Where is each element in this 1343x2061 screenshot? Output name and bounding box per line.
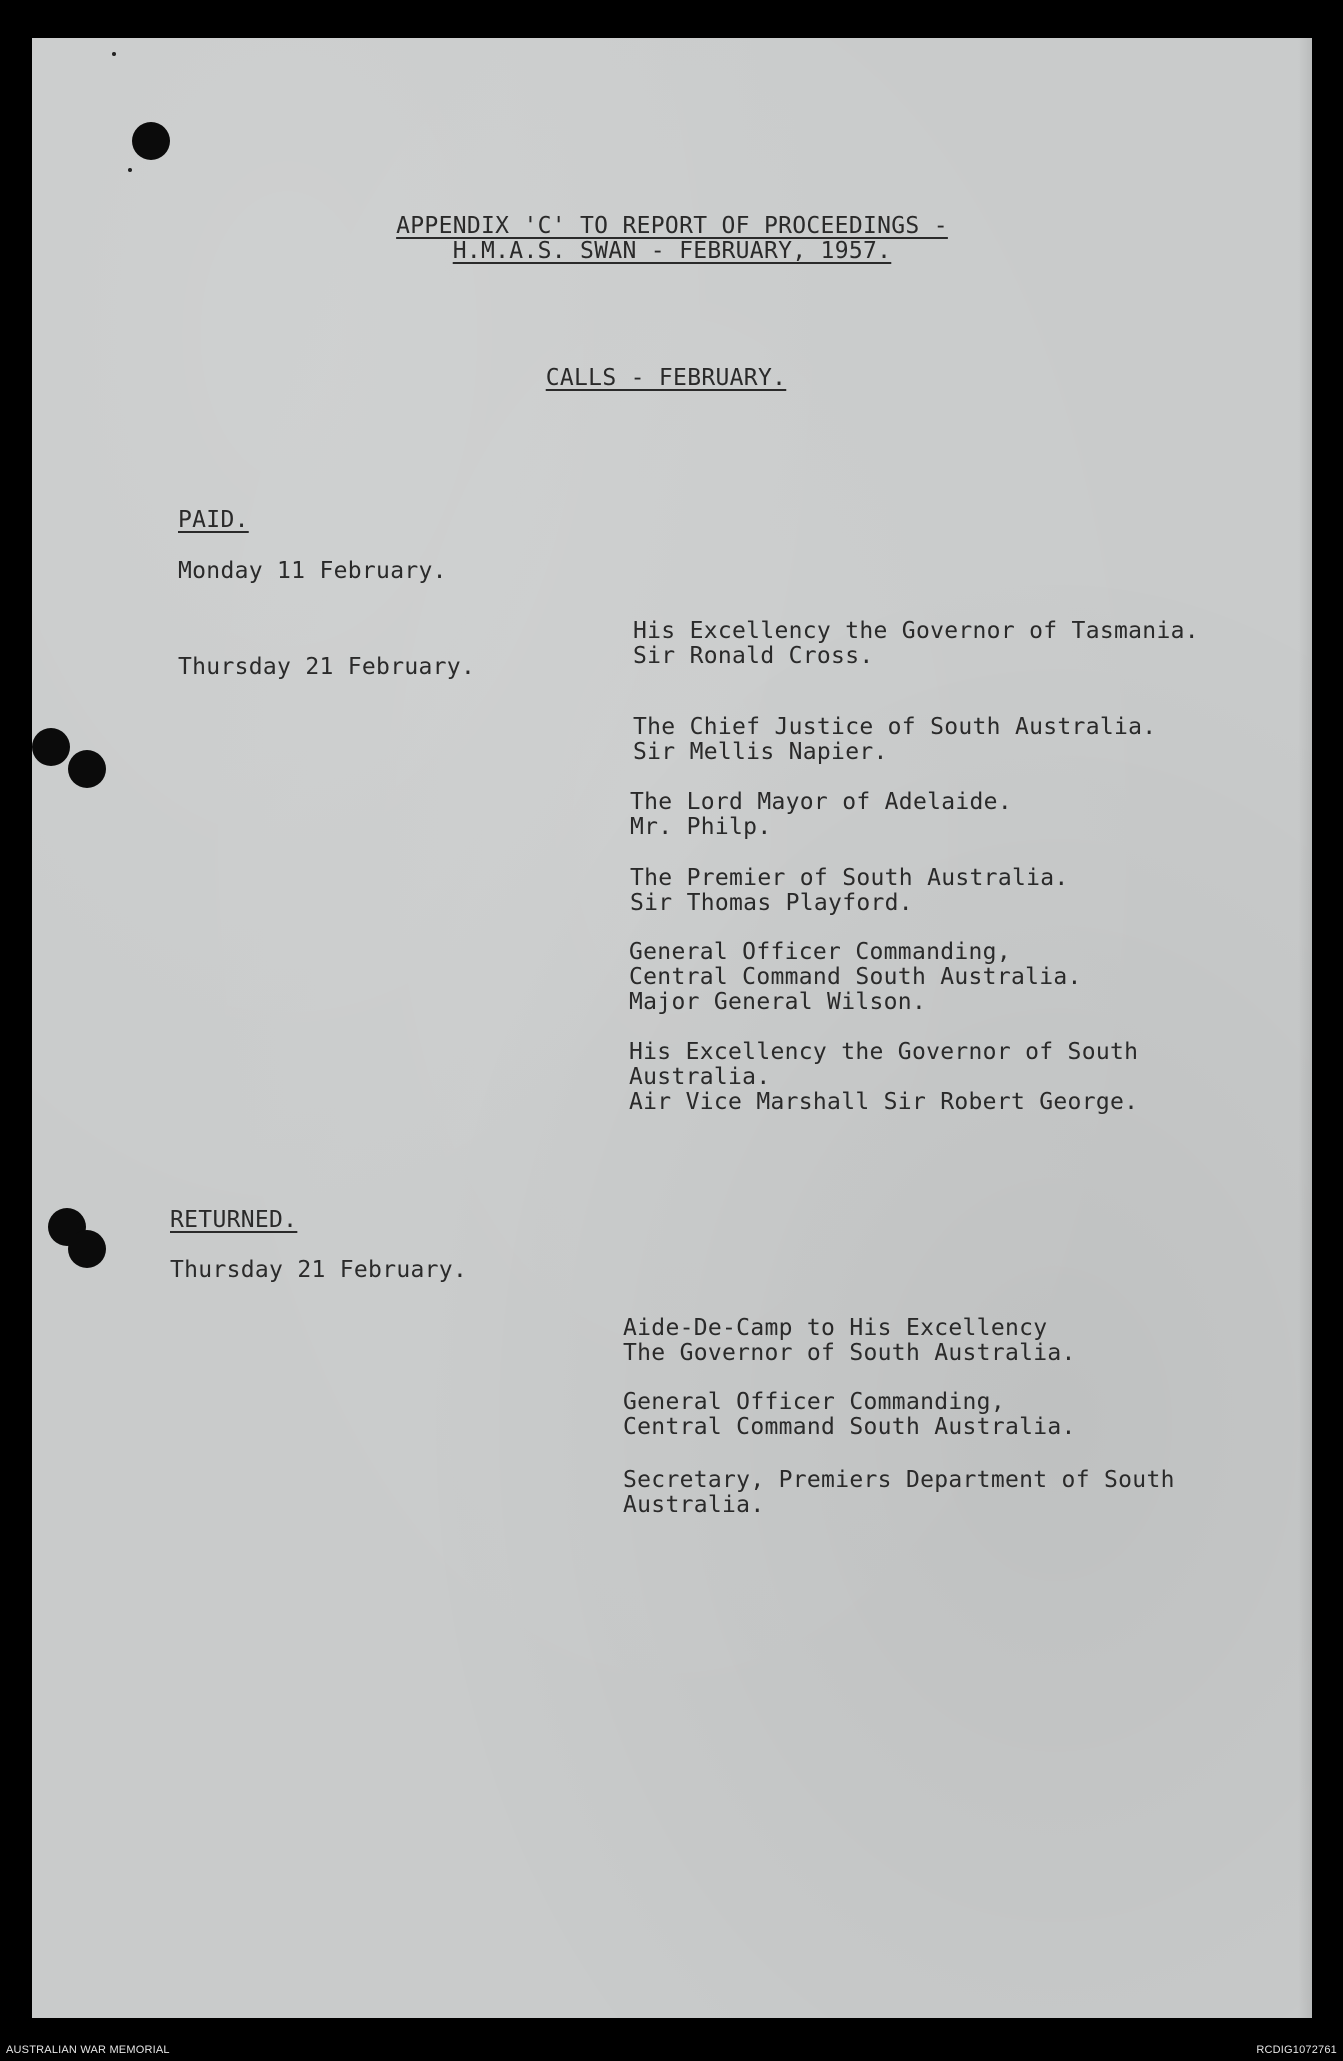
entry-line: Sir Mellis Napier. — [633, 739, 888, 765]
document-page — [32, 38, 1312, 2018]
paid-entry — [629, 990, 1138, 1165]
returned-heading: RETURNED. — [170, 1207, 298, 1233]
entry-line: Aide-De-Camp to His Excellency — [623, 1315, 1048, 1341]
entry-line: The Premier of South Australia. — [630, 865, 1069, 891]
entry-line: His Excellency the Governor of Tasmania. — [633, 618, 1199, 644]
punch-hole — [132, 122, 170, 160]
entry-line: Australia. — [623, 1492, 765, 1518]
paid-date-1: Monday 11 February. — [178, 558, 447, 584]
document-subtitle: CALLS - FEBRUARY. — [545, 365, 787, 391]
entry-line: Major General Wilson. — [629, 989, 927, 1015]
document-title-line-2: H.M.A.S. SWAN - FEBRUARY, 1957. — [452, 238, 892, 264]
entry-line: Mr. Philp. — [630, 814, 772, 840]
punch-hole — [68, 1230, 106, 1268]
entry-line: The Chief Justice of South Australia. — [633, 714, 1157, 740]
footer-credit: AUSTRALIAN WAR MEMORIAL — [6, 2044, 170, 2056]
entry-line: Air Vice Marshall Sir Robert George. — [629, 1089, 1139, 1115]
entry-line: Secretary, Premiers Department of South — [623, 1467, 1175, 1493]
entry-line: Sir Ronald Cross. — [633, 643, 874, 669]
punch-hole — [68, 750, 106, 788]
document-title-line-1: APPENDIX 'C' TO REPORT OF PROCEEDINGS - — [396, 213, 948, 239]
entry-line: Sir Thomas Playford. — [630, 890, 913, 916]
punch-hole — [32, 728, 70, 766]
entry-line: Australia. — [629, 1064, 771, 1090]
entry-line: The Governor of South Australia. — [623, 1340, 1076, 1366]
entry-line: His Excellency the Governor of South — [629, 1039, 1139, 1065]
returned-entry — [623, 1418, 1175, 1568]
ink-speck — [112, 52, 116, 56]
ink-speck — [128, 168, 132, 172]
page-edge-shadow — [1298, 38, 1312, 2018]
paid-heading: PAID. — [178, 507, 249, 533]
footer-record-id: RCDIG1072761 — [1256, 2044, 1337, 2056]
entry-line: General Officer Commanding, — [623, 1389, 1005, 1415]
entry-line: Central Command South Australia. — [623, 1414, 1076, 1440]
entry-line: The Lord Mayor of Adelaide. — [630, 789, 1012, 815]
entry-line: Central Command South Australia. — [629, 964, 1082, 990]
entry-line: General Officer Commanding, — [629, 939, 1011, 965]
paid-date-2: Thursday 21 February. — [178, 654, 476, 680]
returned-date-1: Thursday 21 February. — [170, 1257, 468, 1283]
